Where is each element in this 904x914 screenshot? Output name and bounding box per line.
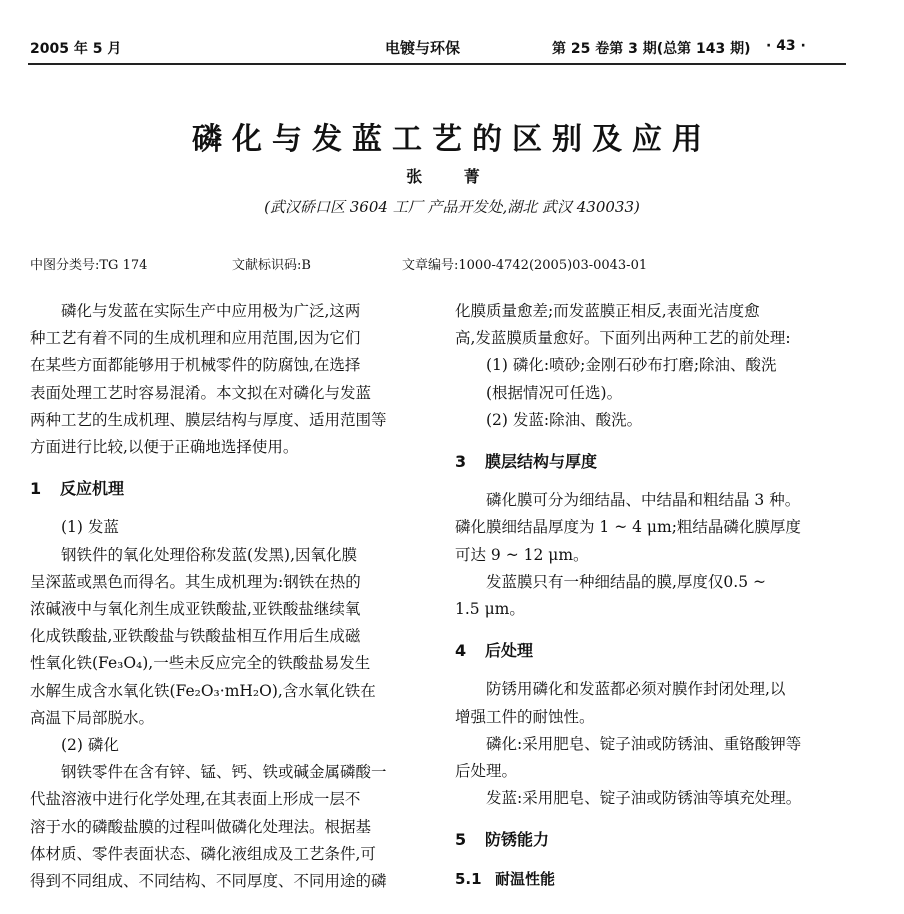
bluing-line: 性氧化铁(Fe₃O₄),一些未反应完全的铁酸盐易发生 [30,654,371,673]
intro-line: 种工艺有着不同的生成机理和应用范围,因为它们 [30,329,361,348]
intro-line: 在某些方面都能够用于机械零件的防腐蚀,在选择 [30,356,361,375]
pretreatment-bluing: (2) 发蓝:除油、酸洗。 [486,410,643,429]
phosphating-line: 体材质、零件表面状态、磷化液组成及工艺条件,可 [30,844,376,863]
header-issue: 第 25 卷第 3 期(总第 143 期) [552,41,751,57]
section-number: 5 [455,830,467,850]
right-column [455,298,855,905]
phosphating-line: 钢铁零件在含有锌、锰、钙、铁或碱金属磷酸一 [61,763,387,782]
header-date: 2005 年 5 月 [30,41,122,57]
subheading-bluing: (1) 发蓝 [61,518,119,537]
section-heading-4 [455,637,855,664]
bluing-line: 化成铁酸盐,亚铁酸盐与铁酸盐相互作用后生成磁 [30,627,361,646]
post-bluing-line: 发蓝:采用肥皂、锭子油或防锈油等填充处理。 [486,789,802,808]
intro-line: 方面进行比较,以便于正确地选择使用。 [30,438,299,457]
section-title: 反应机理 [60,479,125,499]
section-title: 膜层结构与厚度 [485,452,598,472]
post-phosphating-line: 磷化:采用肥皂、锭子油或防锈油、重铬酸钾等 [486,734,802,753]
pretreatment-phosphating: (1) 磷化:喷砂;金刚石砂布打磨;除油、酸洗 [486,356,777,375]
bluing-line: 高温下局部脱水。 [30,708,155,727]
intro-line: 两种工艺的生成机理、膜层结构与厚度、适用范围等 [30,410,387,429]
bluing-line: 呈深蓝或黑色而得名。其生成机理为:钢铁在热的 [30,572,361,591]
structure-line: 可达 9 ~ 12 μm。 [455,545,589,564]
section-title: 防锈能力 [485,830,550,850]
phosphating-line: 代盐溶液中进行化学处理,在其表面上形成一层不 [30,790,361,809]
subsection-heading-5-1 [455,866,855,893]
section-number: 4 [455,641,467,661]
paper-title: 磷化与发蓝工艺的区别及应用 [192,122,712,157]
section-heading-3 [455,448,855,475]
structure-line: 磷化膜可分为细结晶、中结晶和粗结晶 3 种。 [486,491,801,510]
bluing-thickness-line: 1.5 μm。 [455,600,525,619]
post-treatment-line: 防锈用磷化和发蓝都必须对膜作封闭处理,以 [486,680,786,699]
continuation-line: 高,发蓝膜质量愈好。下面列出两种工艺的前处理: [455,329,791,348]
phosphating-line: 得到不同组成、不同结构、不同厚度、不同用途的磷 [30,872,387,891]
header-journal: 电镀与环保 [385,39,461,57]
header-page-number: · 43 · [766,38,806,54]
continuation-line: 化膜质量愈差;而发蓝膜正相反,表面光洁度愈 [455,302,760,320]
bluing-line: 水解生成含水氧化铁(Fe₂O₃·mH₂O),含水氧化铁在 [30,681,376,700]
bluing-thickness-line: 发蓝膜只有一种细结晶的膜,厚度仅0.5 ~ [486,572,766,591]
left-column [30,298,430,895]
post-phosphating-line: 后处理。 [455,762,518,781]
intro-line: 磷化与发蓝在实际生产中应用极为广泛,这两 [61,302,361,320]
section-heading-1 [30,475,430,502]
section-title: 后处理 [485,641,534,661]
affiliation: (武汉硚口区 3604 工厂 产品开发处,湖北 武汉 430033) [264,198,640,216]
structure-line: 磷化膜细结晶厚度为 1 ~ 4 μm;粗结晶磷化膜厚度 [455,518,801,537]
post-treatment-line: 增强工件的耐蚀性。 [455,707,595,726]
subheading-phosphating: (2) 磷化 [61,736,119,755]
document-code: 文献标识码:B [232,258,311,273]
article-number: 文章编号:1000-4742(2005)03-0043-01 [402,258,648,273]
pretreatment-phosphating-note: (根据情况可任选)。 [486,383,623,402]
section-heading-5 [455,826,855,853]
bluing-line: 浓碱液中与氧化剂生成亚铁酸盐,亚铁酸盐继续氧 [30,600,361,619]
phosphating-line: 溶于水的磷酸盐膜的过程叫做磷化处理法。根据基 [30,817,372,836]
bluing-line: 钢铁件的氧化处理俗称发蓝(发黑),因氧化膜 [61,545,358,564]
intro-line: 表面处理工艺时容易混淆。本文拟在对磷化与发蓝 [30,383,372,402]
header-rule [28,63,846,65]
subsection-title: 耐温性能 [495,869,556,888]
author: 张 菁 [406,167,498,186]
subsection-number: 5.1 [455,869,482,888]
section-number: 3 [455,452,467,472]
section-number: 1 [30,479,42,499]
clc-number: 中图分类号:TG 174 [30,258,148,273]
